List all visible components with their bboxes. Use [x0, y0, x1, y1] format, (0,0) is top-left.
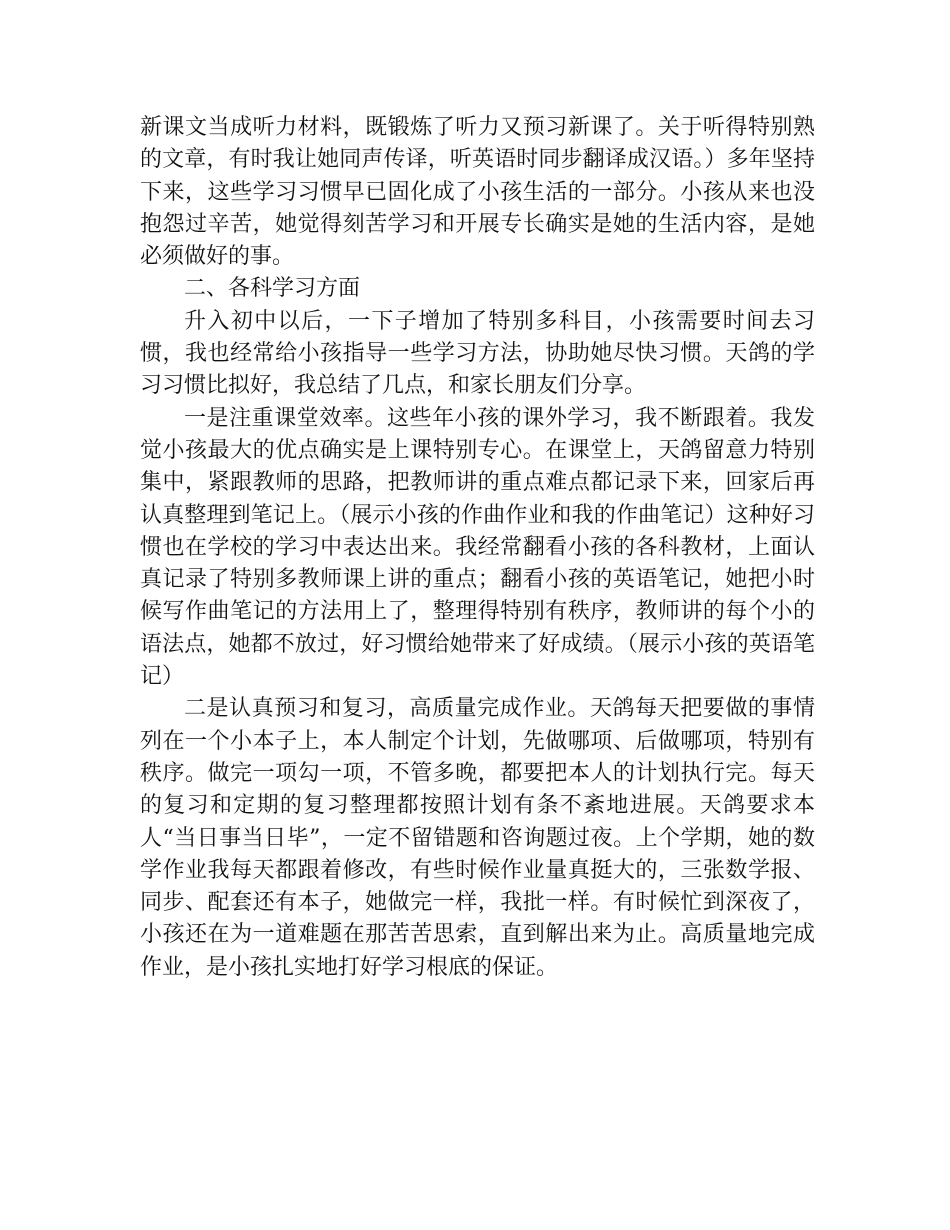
section-heading: 二、各科学习方面	[184, 276, 361, 302]
paragraph-point-two: 二是认真预习和复习，高质量完成作业。天鸽每天把要做的事情列在一个小本子上，本人制定个计划，先做哪项、后做哪项，特别有秩序。做完一项勾一项，不管多晚，都要把本人的计划执行完。每天的复习和定期的复习整理都按照计划有条不紊地进展。天鸽要求本人“当日事当日毕”，一定不留错题和咨询题过夜。上个学期，她的数学作业我每天都跟着修改，有些时候作业量真挺大的，三张数学报、同步、配套还有本子，她做完一样，我批一样。有时候忙到深夜了，小孩还在为一道难题在那苦苦思索，直到解出来为止。高质量地完成作业，是小孩扎实地打好学习根底的保证。	[140, 696, 815, 980]
paragraph-continuation: 新课文当成听力材料，既锻炼了听力又预习新课了。关于听得特别熟的文章，有时我让她同声传译，听英语时同步翻译成汉语。）多年坚持下来，这些学习习惯早已固化成了小孩生活的一部分。小孩从来也没抱怨过辛苦，她觉得刻苦学习和开展专长确实是她的生活内容，是她必须做好的事。	[140, 115, 815, 270]
paragraph-intro: 升入初中以后，一下子增加了特别多科目，小孩需要时间去习惯，我也经常给小孩指导一些学习方法，协助她尽快习惯。天鸽的学习习惯比拟好，我总结了几点，和家长朋友们分享。	[140, 308, 815, 399]
document-page	[140, 112, 815, 984]
paragraph-point-one: 一是注重课堂效率。这些年小孩的课外学习，我不断跟着。我发觉小孩最大的优点确实是上课特别专心。在课堂上，天鸽留意力特别集中，紧跟教师的思路，把教师讲的重点难点都记录下来，回家后再认真整理到笔记上。（展示小孩的作曲作业和我的作曲笔记）这种好习惯也在学校的学习中表达出来。我经常翻看小孩的各科教材，上面认真记录了特别多教师课上讲的重点；翻看小孩的英语笔记，她把小时候写作曲笔记的方法用上了，整理得特别有秩序，教师讲的每个小的语法点，她都不放过，好习惯给她带来了好成绩。（展示小孩的英语笔记）	[140, 405, 815, 690]
